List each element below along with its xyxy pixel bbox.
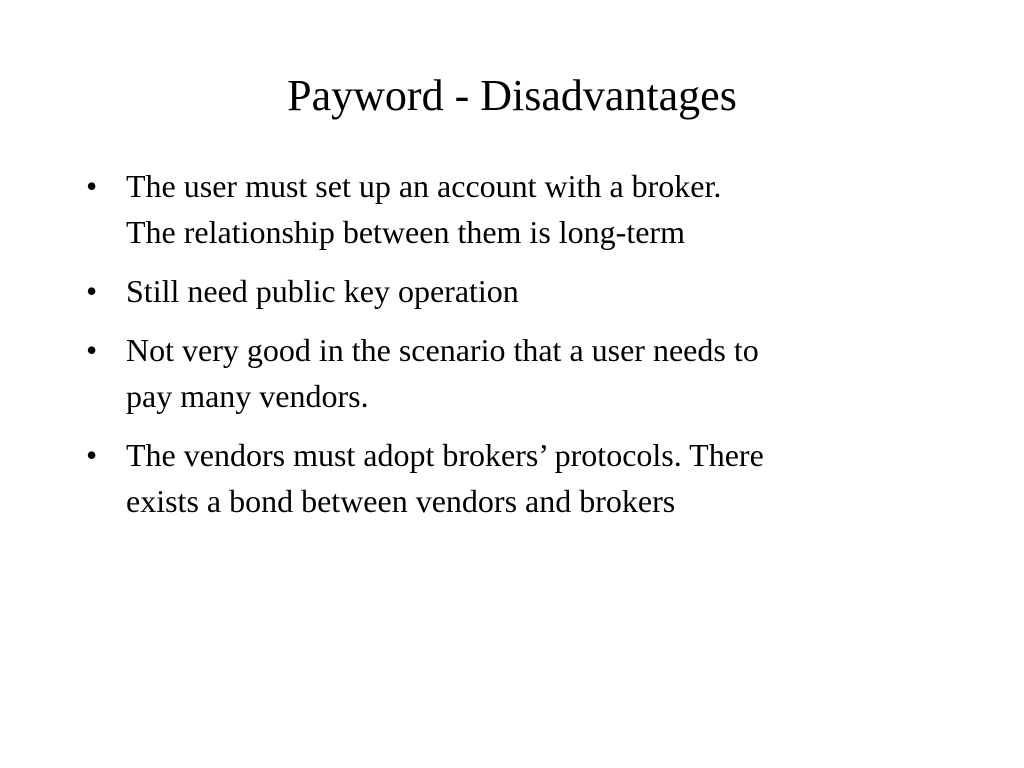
bullet-list xyxy=(80,163,940,537)
slide-title: Payword - Disadvantages xyxy=(287,71,737,120)
bullet-item xyxy=(80,432,940,524)
bullet-marker: • xyxy=(86,332,98,368)
bullet-item xyxy=(80,163,940,255)
bullet-line: The relationship between them is long-term xyxy=(126,214,685,250)
bullet-text xyxy=(126,163,940,255)
bullet-line: Still need public key operation xyxy=(126,273,519,309)
bullet-line: exists a bond between vendors and brokers xyxy=(126,483,676,519)
bullet-item xyxy=(80,327,940,419)
bullet-item xyxy=(80,268,940,314)
bullet-marker: • xyxy=(86,168,98,204)
bullet-marker: • xyxy=(86,437,98,473)
bullet-line: Not very good in the scenario that a user needs to xyxy=(126,332,759,368)
bullet-text xyxy=(126,432,940,524)
bullet-line: The vendors must adopt brokers’ protocols. There xyxy=(126,437,764,473)
bullet-text xyxy=(126,268,940,314)
bullet-text xyxy=(126,327,940,419)
bullet-line: pay many vendors. xyxy=(126,378,369,414)
bullet-marker: • xyxy=(86,273,98,309)
bullet-line: The user must set up an account with a broker. xyxy=(126,168,722,204)
